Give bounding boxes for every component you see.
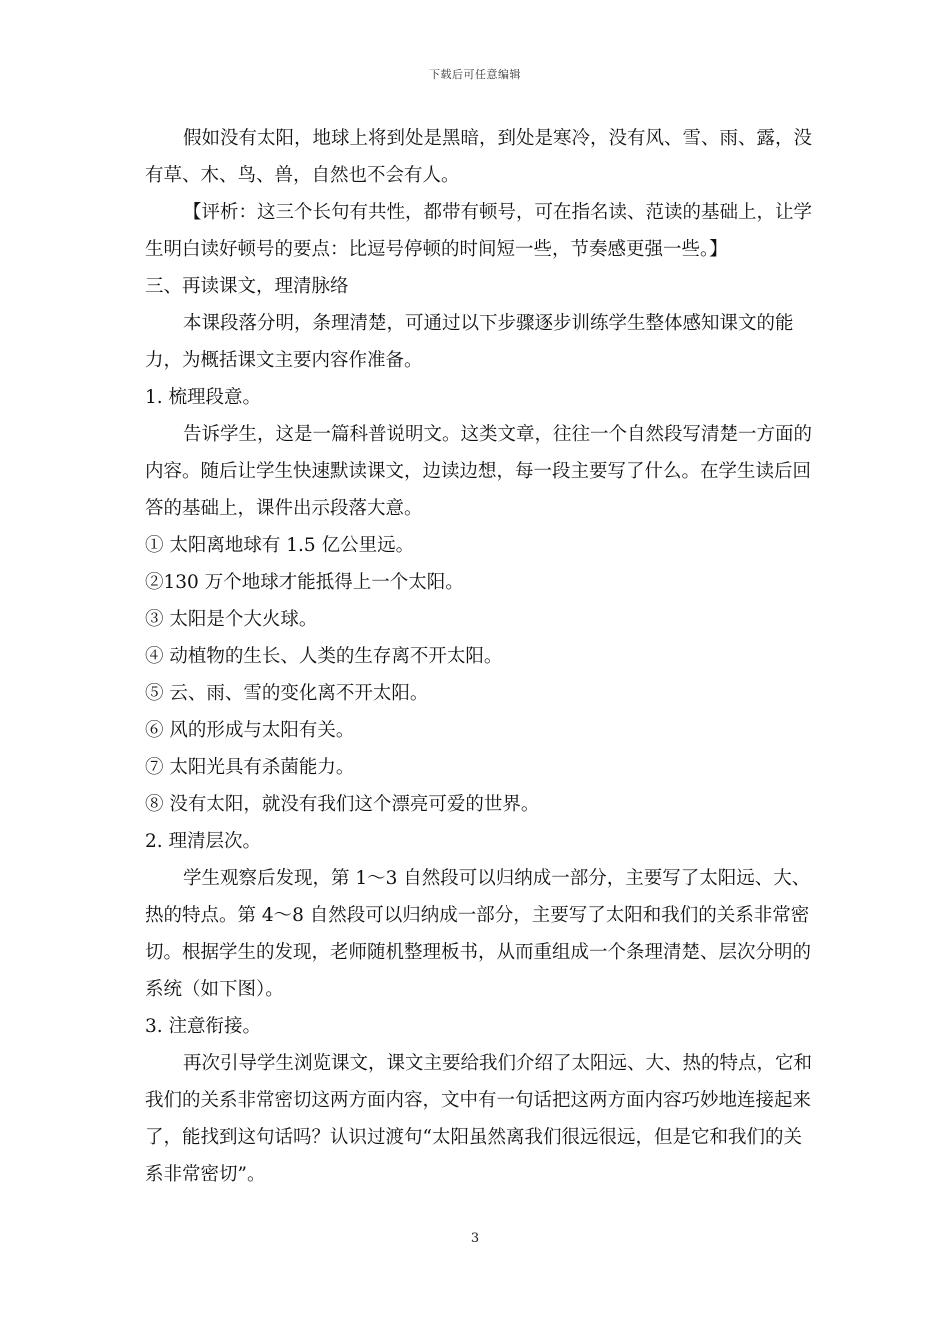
paragraph-structure-intro: 本课段落分明，条理清楚，可通过以下步骤逐步训练学生整体感知课文的能力，为概括课文主要内容作准备。 bbox=[145, 313, 794, 371]
step-heading-3: 3. 注意衔接。 bbox=[145, 1016, 262, 1037]
paragraph-comment: 【评析：这三个长句有共性，都带有顿号，可在指名读、范读的基础上，让学生明白读好顿号的要点：比逗号停顿的时间短一些，节奏感更强一些。】 bbox=[145, 202, 813, 260]
step-heading-1: 1. 梳理段意。 bbox=[145, 387, 262, 408]
step-heading-2: 2. 理清层次。 bbox=[145, 831, 262, 852]
paragraph-step-2: 学生观察后发现，第 1～3 自然段可以归纳成一部分，主要写了太阳远、大、热的特点。第 4～8 自然段可以归纳成一部分，主要写了太阳和我们的关系非常密切。根据学生的发现，老师随机整理板书，从而重组成一个条理清楚、层次分明的系统（如下图）。 bbox=[145, 868, 812, 1000]
list-item: ⑦ 太阳光具有杀菌能力。 bbox=[145, 757, 355, 778]
list-item: ④ 动植物的生长、人类的生存离不开太阳。 bbox=[145, 646, 503, 667]
list-item: ① 太阳离地球有 1.5 亿公里远。 bbox=[145, 535, 415, 556]
document-body bbox=[145, 120, 820, 1193]
page-header: 下载后可任意编辑 bbox=[429, 68, 521, 81]
list-item: ⑥ 风的形成与太阳有关。 bbox=[145, 720, 355, 741]
paragraph-step-1: 告诉学生，这是一篇科普说明文。这类文章，往往一个自然段写清楚一方面的内容。随后让学生快速默读课文，边读边想，每一段主要写了什么。在学生读后回答的基础上，课件出示段落大意。 bbox=[145, 424, 813, 519]
paragraph-no-sun: 假如没有太阳，地球上将到处是黑暗，到处是寒冷，没有风、雪、雨、露，没有草、木、鸟、兽，自然也不会有人。 bbox=[145, 128, 813, 186]
section-heading-reread: 三、再读课文，理清脉络 bbox=[145, 276, 349, 297]
list-item: ③ 太阳是个大火球。 bbox=[145, 609, 318, 630]
list-item: ⑤ 云、雨、雪的变化离不开太阳。 bbox=[145, 683, 429, 704]
list-item: ②130 万个地球才能抵得上一个太阳。 bbox=[145, 572, 464, 593]
paragraph-step-3: 再次引导学生浏览课文，课文主要给我们介绍了太阳远、大、热的特点，它和我们的关系非常密切这两方面内容，文中有一句话把这两方面内容巧妙地连接起来了，能找到这句话吗？认识过渡句“太阳虽然离我们很远很远，但是它和我们的关系非常密切”。 bbox=[145, 1053, 813, 1185]
page-number: 3 bbox=[470, 1231, 480, 1246]
list-item: ⑧ 没有太阳，就没有我们这个漂亮可爱的世界。 bbox=[145, 794, 540, 815]
